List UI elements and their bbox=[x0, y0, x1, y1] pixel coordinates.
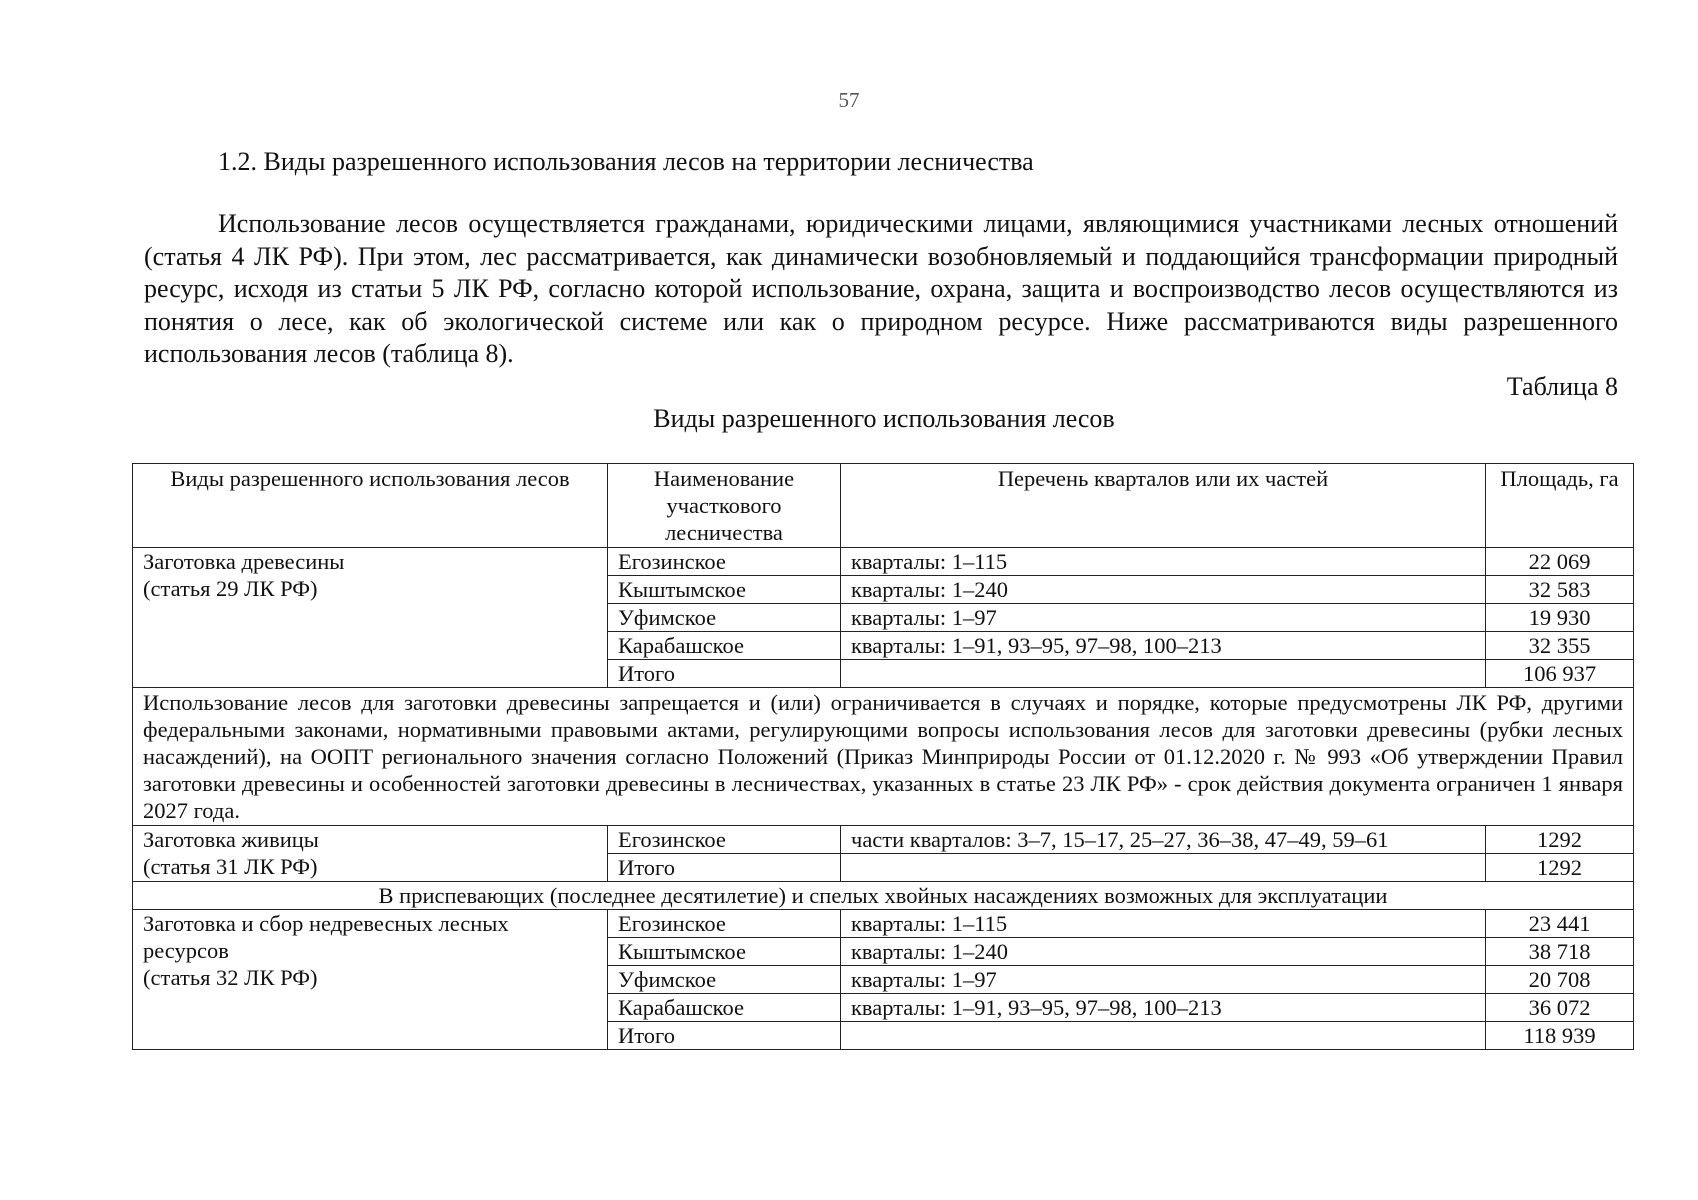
area-cell: 22 069 bbox=[1486, 548, 1634, 576]
forestry-cell: Уфимское bbox=[608, 604, 841, 632]
area-cell: 106 937 bbox=[1486, 660, 1634, 688]
forest-use-table bbox=[132, 463, 1634, 1050]
note-cell: Использование лесов для заготовки древесины запрещается и (или) ограничивается в случаях и порядке, которые предусмотрены ЛК РФ, другими федеральными законами, нормативными правовыми актами, регулирующими вопросы использования лесов для заготовки древесины (рубки лесных насаждений), на ООПТ регионального значения согласно Положений (Приказ Минприроды России от 01.12.2020 г. № 993 «Об утверждении Правил заготовки древесины и особенностей заготовки древесины в лесничествах, указанных в статье 23 ЛК РФ» - срок действия документа ограничен 1 января 2027 года. bbox=[133, 688, 1634, 826]
forestry-cell: Карабашское bbox=[608, 632, 841, 660]
use-type-label: Заготовка и сбор недревесных лесных ресурсов (статья 32 ЛК РФ) bbox=[143, 911, 509, 990]
section-heading: 1.2. Виды разрешенного использования лесов на территории лесничества bbox=[218, 147, 1034, 176]
header-forestry: Наименование участкового лесничества bbox=[608, 464, 841, 548]
forestry-cell: Итого bbox=[608, 854, 841, 882]
table-note-row bbox=[133, 882, 1634, 910]
area-cell: 19 930 bbox=[1486, 604, 1634, 632]
use-type-label: Заготовка древесины (статья 29 ЛК РФ) bbox=[143, 549, 345, 601]
area-cell: 38 718 bbox=[1486, 938, 1634, 966]
forestry-cell: Итого bbox=[608, 660, 841, 688]
forestry-cell: Егозинское bbox=[608, 548, 841, 576]
quarters-cell: кварталы: 1–91, 93–95, 97–98, 100–213 bbox=[841, 632, 1486, 660]
intro-paragraph: Использование лесов осуществляется гражданами, юридическими лицами, являющимися участниками лесных отношений (статья 4 ЛК РФ). При этом, лес рассматривается, как динамически возобновляемый и поддающийся трансформации природный ресурс, исходя из статьи 5 ЛК РФ, согласно которой использование, охрана, защита и воспроизводство лесов осуществляются из понятия о лесе, как об экологической системе или как о природном ресурсе. Ниже рассматриваются виды разрешенного использования лесов (таблица 8). bbox=[144, 209, 1618, 369]
use-type-label: Заготовка живицы (статья 31 ЛК РФ) bbox=[143, 827, 319, 879]
area-cell: 1292 bbox=[1486, 826, 1634, 854]
area-cell: 32 583 bbox=[1486, 576, 1634, 604]
table-row bbox=[133, 548, 1634, 576]
area-cell: 23 441 bbox=[1486, 910, 1634, 938]
forestry-cell: Егозинское bbox=[608, 910, 841, 938]
header-quarters: Перечень кварталов или их частей bbox=[841, 464, 1486, 548]
forestry-cell: Кыштымское bbox=[608, 938, 841, 966]
quarters-cell: части кварталов: 3–7, 15–17, 25–27, 36–38, 47–49, 59–61 bbox=[841, 826, 1486, 854]
forestry-cell: Итого bbox=[608, 1022, 841, 1050]
note-cell: В приспевающих (последнее десятилетие) и спелых хвойных насаждениях возможных для эксплуатации bbox=[133, 882, 1634, 910]
table-label: Таблица 8 bbox=[1506, 372, 1618, 401]
quarters-cell: кварталы: 1–115 bbox=[841, 548, 1486, 576]
quarters-cell: кварталы: 1–97 bbox=[841, 604, 1486, 632]
table-header-row bbox=[133, 464, 1634, 548]
quarters-cell bbox=[841, 1022, 1486, 1050]
quarters-cell: кварталы: 1–91, 93–95, 97–98, 100–213 bbox=[841, 994, 1486, 1022]
quarters-cell bbox=[841, 854, 1486, 882]
use-type-cell bbox=[133, 826, 608, 882]
area-cell: 36 072 bbox=[1486, 994, 1634, 1022]
quarters-cell: кварталы: 1–97 bbox=[841, 966, 1486, 994]
use-type-cell bbox=[133, 548, 608, 688]
forestry-cell: Егозинское bbox=[608, 826, 841, 854]
forestry-cell: Карабашское bbox=[608, 994, 841, 1022]
use-type-cell bbox=[133, 910, 608, 1050]
table-row bbox=[133, 910, 1634, 938]
quarters-cell: кварталы: 1–115 bbox=[841, 910, 1486, 938]
table-note-row bbox=[133, 688, 1634, 826]
page-number: 57 bbox=[838, 88, 860, 112]
area-cell: 1292 bbox=[1486, 854, 1634, 882]
forestry-cell: Уфимское bbox=[608, 966, 841, 994]
header-use-type: Виды разрешенного использования лесов bbox=[133, 464, 608, 548]
area-cell: 20 708 bbox=[1486, 966, 1634, 994]
table-title: Виды разрешенного использования лесов bbox=[653, 404, 1115, 433]
quarters-cell bbox=[841, 660, 1486, 688]
quarters-cell: кварталы: 1–240 bbox=[841, 576, 1486, 604]
forestry-cell: Кыштымское bbox=[608, 576, 841, 604]
table-row bbox=[133, 826, 1634, 854]
area-cell: 118 939 bbox=[1486, 1022, 1634, 1050]
header-area: Площадь, га bbox=[1486, 464, 1634, 548]
area-cell: 32 355 bbox=[1486, 632, 1634, 660]
quarters-cell: кварталы: 1–240 bbox=[841, 938, 1486, 966]
